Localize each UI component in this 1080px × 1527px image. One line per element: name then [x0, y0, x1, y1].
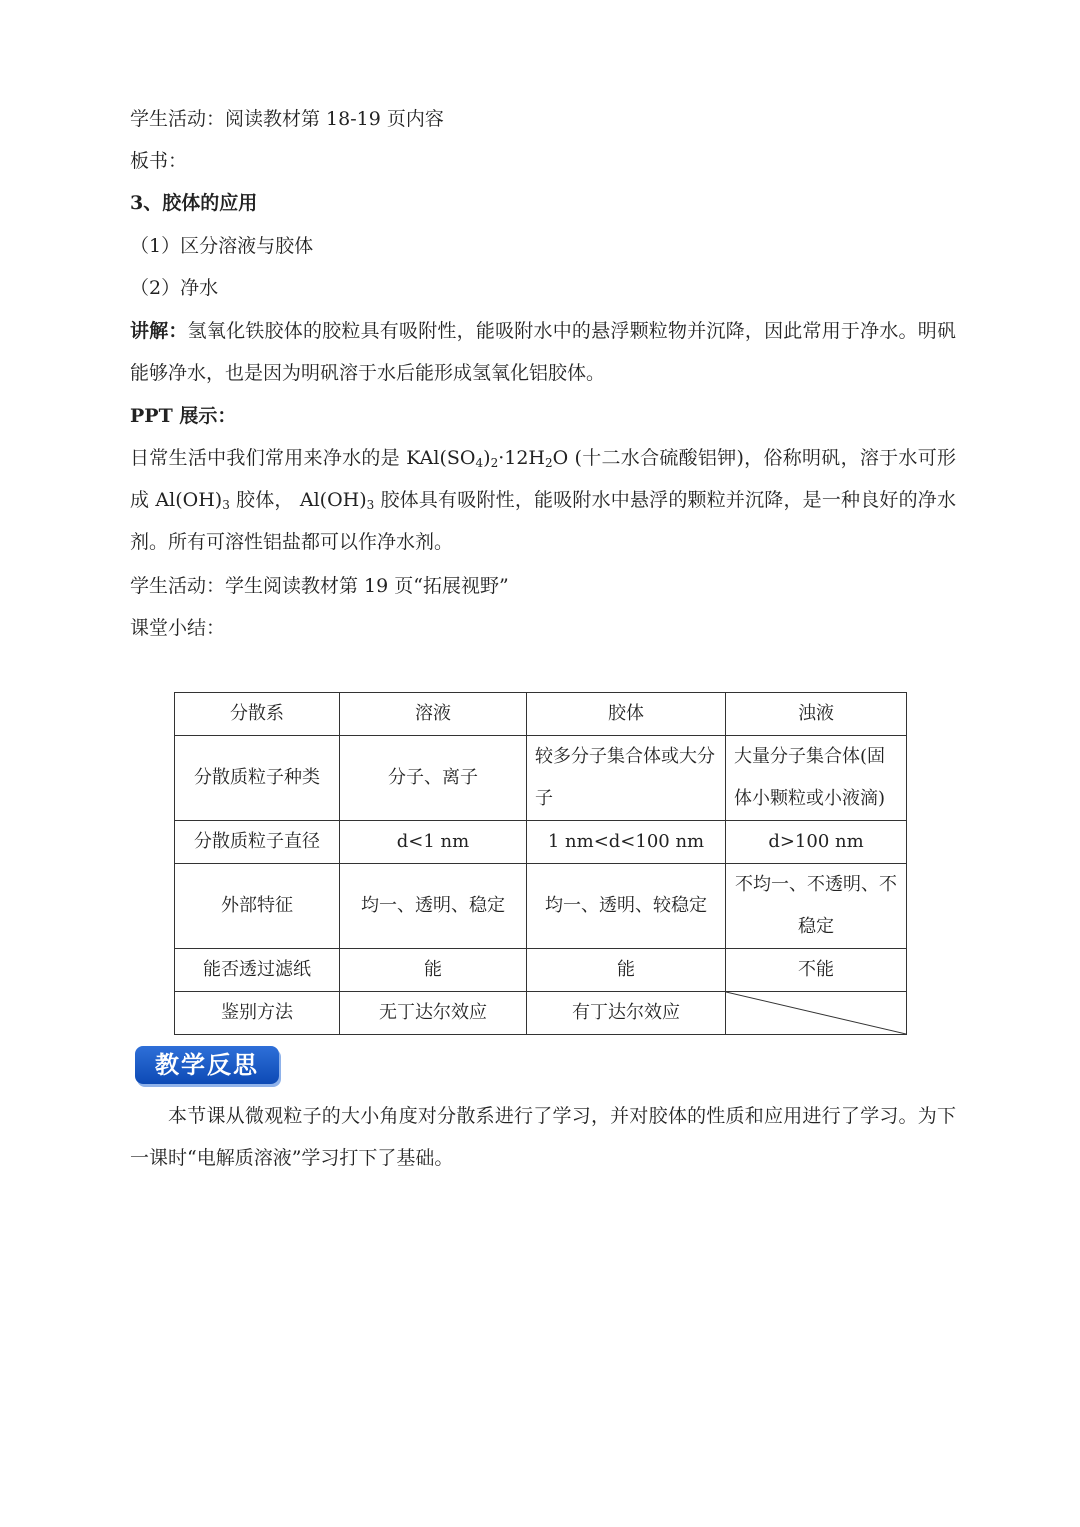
- table-cell: 1 nm<d<100 nm: [527, 821, 726, 864]
- table-cell: 分散质粒子种类: [175, 736, 340, 821]
- table-cell: 能: [527, 949, 726, 992]
- table-cell: 鉴别方法: [175, 992, 340, 1035]
- list-item: （2）净水: [130, 277, 219, 299]
- table-cell: 较多分子集合体或大分子: [527, 736, 726, 821]
- table-header-cell: 胶体: [527, 693, 726, 736]
- table-cell: 能否透过滤纸: [175, 949, 340, 992]
- ppt-paragraph: 日常生活中我们常用来净水的是 $KAl(SO_4)_2\cdot 12H_2O$ (十二水合硫酸铝钾)，俗称明矾，溶于水可形成 $Al(OH)_3$ 胶体， $Al(OH)_3$ 胶体具有吸附性，能吸附水中悬浮的颗粒并沉降，是一种良好的净水剂。所有可溶性铝盐都可以作净水剂。: [130, 447, 956, 553]
- table-cell: d>100 nm: [726, 821, 907, 864]
- table-header-cell: 溶液: [340, 693, 527, 736]
- table-row: [175, 992, 907, 1035]
- table-cell: 外部特征: [175, 864, 340, 949]
- table-row: [175, 736, 907, 821]
- section-heading: 3、胶体的应用: [130, 192, 258, 214]
- table-cell: d<1 nm: [340, 821, 527, 864]
- diagonal-line: [726, 992, 906, 1034]
- reflection-paragraph: 本节课从微观粒子的大小角度对分散系进行了学习，并对胶体的性质和应用进行了学习。为下一课时“电解质溶液”学习打下了基础。: [130, 1105, 956, 1169]
- table-row: [175, 821, 907, 864]
- table-cell: 不均一、不透明、不稳定: [726, 864, 907, 949]
- table-header-cell: 浊液: [726, 693, 907, 736]
- table-cell: 分子、离子: [340, 736, 527, 821]
- table-cell: 均一、透明、稳定: [340, 864, 527, 949]
- table-cell: 无丁达尔效应: [340, 992, 527, 1035]
- explain-text: 氢氧化铁胶体的胶粒具有吸附性，能吸附水中的悬浮颗粒物并沉降，因此常用于净水。明矾能够净水，也是因为明矾溶于水后能形成氢氧化铝胶体。: [130, 320, 956, 384]
- table-cell: 有丁达尔效应: [527, 992, 726, 1035]
- table-header-row: [175, 693, 907, 736]
- table-cell: 分散质粒子直径: [175, 821, 340, 864]
- summary-label: 课堂小结：: [130, 617, 226, 639]
- table-cell: 均一、透明、较稳定: [527, 864, 726, 949]
- explain-label: 讲解：: [130, 320, 188, 342]
- table-cell: 不能: [726, 949, 907, 992]
- activity-read-textbook: 学生活动：阅读教材第 18-19 页内容: [130, 108, 444, 130]
- table-cell: 能: [340, 949, 527, 992]
- table-row: [175, 864, 907, 949]
- table-header-cell: 分散系: [175, 693, 340, 736]
- board-label: 板书：: [130, 150, 188, 172]
- dispersion-summary-table: [174, 692, 907, 1035]
- ppt-label: PPT 展示：: [130, 405, 237, 427]
- teaching-reflection-badge: 教学反思: [135, 1046, 279, 1084]
- explain-paragraph: [130, 310, 956, 394]
- activity-extend-reading: 学生活动：学生阅读教材第 19 页“拓展视野”: [130, 575, 509, 597]
- list-item: （1）区分溶液与胶体: [130, 235, 314, 257]
- empty-diagonal-cell: [726, 992, 907, 1035]
- table-cell: 大量分子集合体(固体小颗粒或小液滴): [726, 736, 907, 821]
- table-row: [175, 949, 907, 992]
